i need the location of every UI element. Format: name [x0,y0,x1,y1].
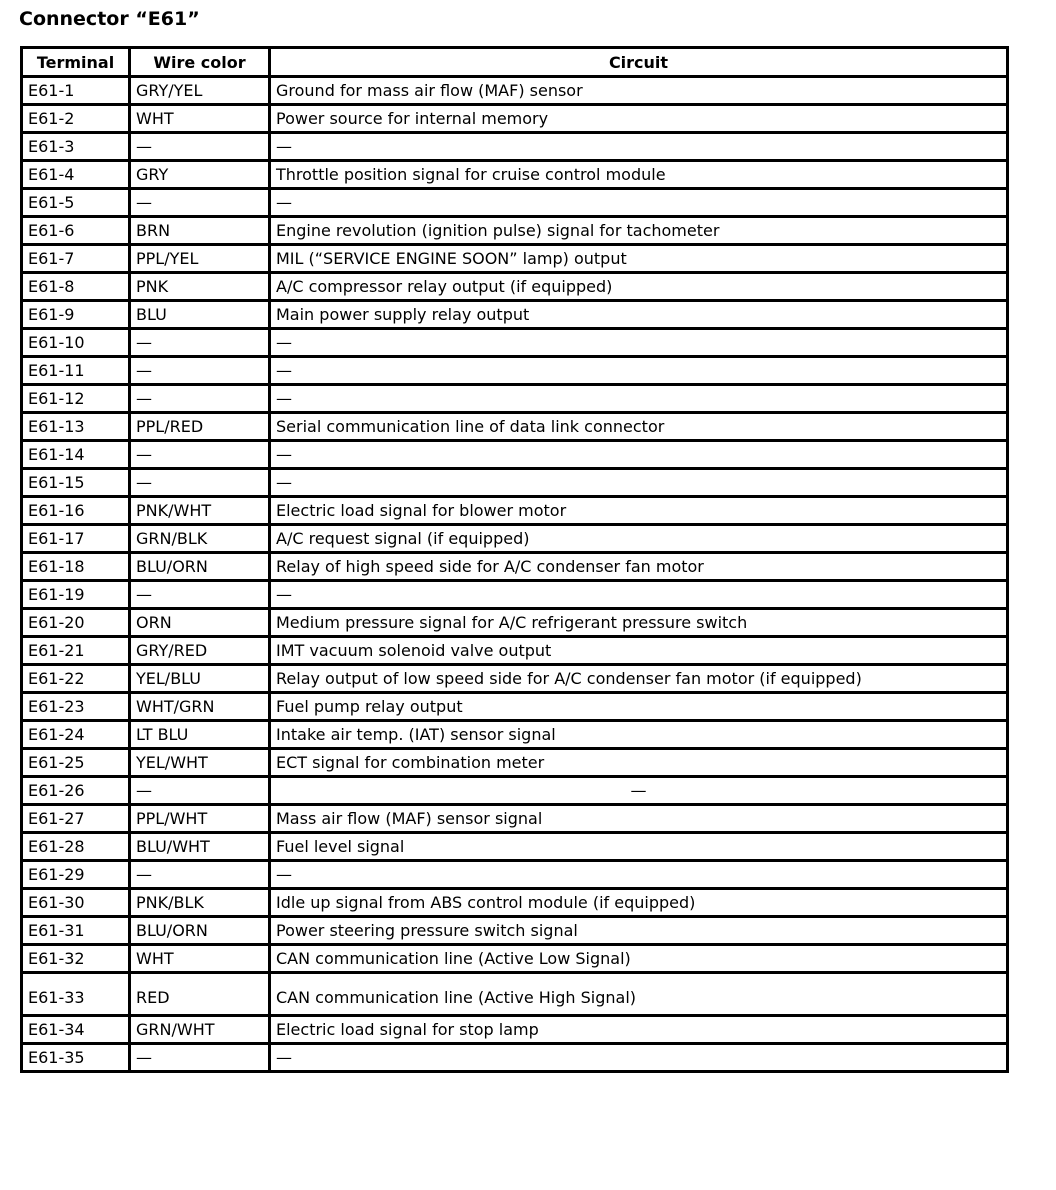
circuit-cell: Electric load signal for blower motor [270,497,1008,525]
wire-color-cell: — [130,441,270,469]
terminal-cell: E61-5 [22,189,130,217]
table-row [22,329,1008,357]
table-row [22,217,1008,245]
circuit-cell: — [270,581,1008,609]
wire-color-cell: — [130,329,270,357]
circuit-cell: A/C compressor relay output (if equipped) [270,273,1008,301]
terminal-cell: E61-33 [22,973,130,1016]
wire-color-cell: — [130,1044,270,1072]
circuit-cell: — [270,133,1008,161]
wire-color-cell: — [130,861,270,889]
terminal-cell: E61-22 [22,665,130,693]
table-row [22,1016,1008,1044]
table-row [22,273,1008,301]
wire-color-cell: WHT [130,105,270,133]
terminal-cell: E61-34 [22,1016,130,1044]
wire-color-cell: — [130,133,270,161]
terminal-cell: E61-4 [22,161,130,189]
terminal-cell: E61-17 [22,525,130,553]
wire-color-cell: YEL/BLU [130,665,270,693]
table-row [22,721,1008,749]
table-row [22,245,1008,273]
wire-color-cell: GRY/YEL [130,77,270,105]
wire-color-cell: GRN/BLK [130,525,270,553]
table-row [22,609,1008,637]
header-wire-color: Wire color [130,48,270,77]
terminal-cell: E61-29 [22,861,130,889]
table-row [22,1044,1008,1072]
circuit-cell: MIL (“SERVICE ENGINE SOON” lamp) output [270,245,1008,273]
circuit-cell: Fuel pump relay output [270,693,1008,721]
terminal-cell: E61-6 [22,217,130,245]
circuit-cell: — [270,777,1008,805]
wire-color-cell: WHT/GRN [130,693,270,721]
terminal-cell: E61-24 [22,721,130,749]
table-row [22,161,1008,189]
wire-color-cell: GRY [130,161,270,189]
circuit-cell: Serial communication line of data link connector [270,413,1008,441]
wire-color-cell: GRN/WHT [130,1016,270,1044]
table-row [22,749,1008,777]
terminal-cell: E61-14 [22,441,130,469]
terminal-cell: E61-25 [22,749,130,777]
terminal-cell: E61-2 [22,105,130,133]
wire-color-cell: — [130,581,270,609]
terminal-cell: E61-13 [22,413,130,441]
circuit-cell: Electric load signal for stop lamp [270,1016,1008,1044]
terminal-cell: E61-28 [22,833,130,861]
circuit-cell: — [270,357,1008,385]
header-circuit: Circuit [270,48,1008,77]
circuit-cell: Throttle position signal for cruise control module [270,161,1008,189]
wire-color-cell: PNK [130,273,270,301]
wire-color-cell: — [130,385,270,413]
wire-color-cell: PNK/WHT [130,497,270,525]
table-row [22,441,1008,469]
circuit-cell: Power steering pressure switch signal [270,917,1008,945]
wire-color-cell: RED [130,973,270,1016]
table-row [22,133,1008,161]
circuit-cell: Idle up signal from ABS control module (if equipped) [270,889,1008,917]
circuit-cell: Relay of high speed side for A/C condenser fan motor [270,553,1008,581]
table-row [22,917,1008,945]
circuit-cell: CAN communication line (Active Low Signal) [270,945,1008,973]
terminal-cell: E61-9 [22,301,130,329]
circuit-cell: Relay output of low speed side for A/C condenser fan motor (if equipped) [270,665,1008,693]
terminal-cell: E61-20 [22,609,130,637]
table-row [22,945,1008,973]
circuit-cell: — [270,861,1008,889]
terminal-cell: E61-19 [22,581,130,609]
circuit-cell: — [270,385,1008,413]
terminal-cell: E61-18 [22,553,130,581]
circuit-cell: — [270,189,1008,217]
table-row [22,525,1008,553]
terminal-cell: E61-3 [22,133,130,161]
table-row [22,777,1008,805]
table-row [22,413,1008,441]
table-row [22,973,1008,1016]
circuit-cell: Mass air flow (MAF) sensor signal [270,805,1008,833]
wire-color-cell: PPL/YEL [130,245,270,273]
terminal-cell: E61-31 [22,917,130,945]
circuit-cell: CAN communication line (Active High Signal) [270,973,1008,1016]
table-row [22,805,1008,833]
terminal-cell: E61-23 [22,693,130,721]
circuit-cell: A/C request signal (if equipped) [270,525,1008,553]
terminal-cell: E61-7 [22,245,130,273]
wire-color-cell: — [130,777,270,805]
terminal-cell: E61-32 [22,945,130,973]
wire-color-cell: ORN [130,609,270,637]
terminal-cell: E61-12 [22,385,130,413]
wire-color-cell: GRY/RED [130,637,270,665]
circuit-cell: — [270,1044,1008,1072]
circuit-cell: Medium pressure signal for A/C refrigerant pressure switch [270,609,1008,637]
table-row [22,301,1008,329]
wire-color-cell: YEL/WHT [130,749,270,777]
circuit-cell: Power source for internal memory [270,105,1008,133]
table-row [22,105,1008,133]
wire-color-cell: BLU/ORN [130,917,270,945]
table-row [22,385,1008,413]
table-row [22,861,1008,889]
table-row [22,833,1008,861]
table-row [22,77,1008,105]
table-row [22,637,1008,665]
terminal-cell: E61-21 [22,637,130,665]
table-row [22,693,1008,721]
wire-color-cell: BLU/WHT [130,833,270,861]
terminal-cell: E61-27 [22,805,130,833]
wire-color-cell: BLU/ORN [130,553,270,581]
terminal-cell: E61-8 [22,273,130,301]
circuit-cell: Main power supply relay output [270,301,1008,329]
wire-color-cell: — [130,357,270,385]
table-row [22,189,1008,217]
circuit-cell: Intake air temp. (IAT) sensor signal [270,721,1008,749]
wire-color-cell: BLU [130,301,270,329]
wire-color-cell: LT BLU [130,721,270,749]
wire-color-cell: — [130,189,270,217]
table-row [22,665,1008,693]
terminal-cell: E61-10 [22,329,130,357]
circuit-cell: Fuel level signal [270,833,1008,861]
table-row [22,581,1008,609]
circuit-cell: IMT vacuum solenoid valve output [270,637,1008,665]
connector-title: Connector “E61” [19,8,200,30]
circuit-cell: Engine revolution (ignition pulse) signal for tachometer [270,217,1008,245]
terminal-cell: E61-1 [22,77,130,105]
wire-color-cell: WHT [130,945,270,973]
wire-color-cell: PPL/WHT [130,805,270,833]
table-row [22,497,1008,525]
circuit-cell: Ground for mass air flow (MAF) sensor [270,77,1008,105]
header-row [22,48,1008,77]
circuit-cell: ECT signal for combination meter [270,749,1008,777]
circuit-cell: — [270,469,1008,497]
circuit-cell: — [270,329,1008,357]
table-row [22,553,1008,581]
terminal-cell: E61-35 [22,1044,130,1072]
connector-table [20,46,1009,1073]
header-terminal: Terminal [22,48,130,77]
terminal-cell: E61-15 [22,469,130,497]
terminal-cell: E61-26 [22,777,130,805]
table-row [22,357,1008,385]
terminal-cell: E61-16 [22,497,130,525]
terminal-cell: E61-11 [22,357,130,385]
wire-color-cell: — [130,469,270,497]
wire-color-cell: PPL/RED [130,413,270,441]
table-row [22,889,1008,917]
table-row [22,469,1008,497]
circuit-cell: — [270,441,1008,469]
wire-color-cell: PNK/BLK [130,889,270,917]
terminal-cell: E61-30 [22,889,130,917]
wire-color-cell: BRN [130,217,270,245]
